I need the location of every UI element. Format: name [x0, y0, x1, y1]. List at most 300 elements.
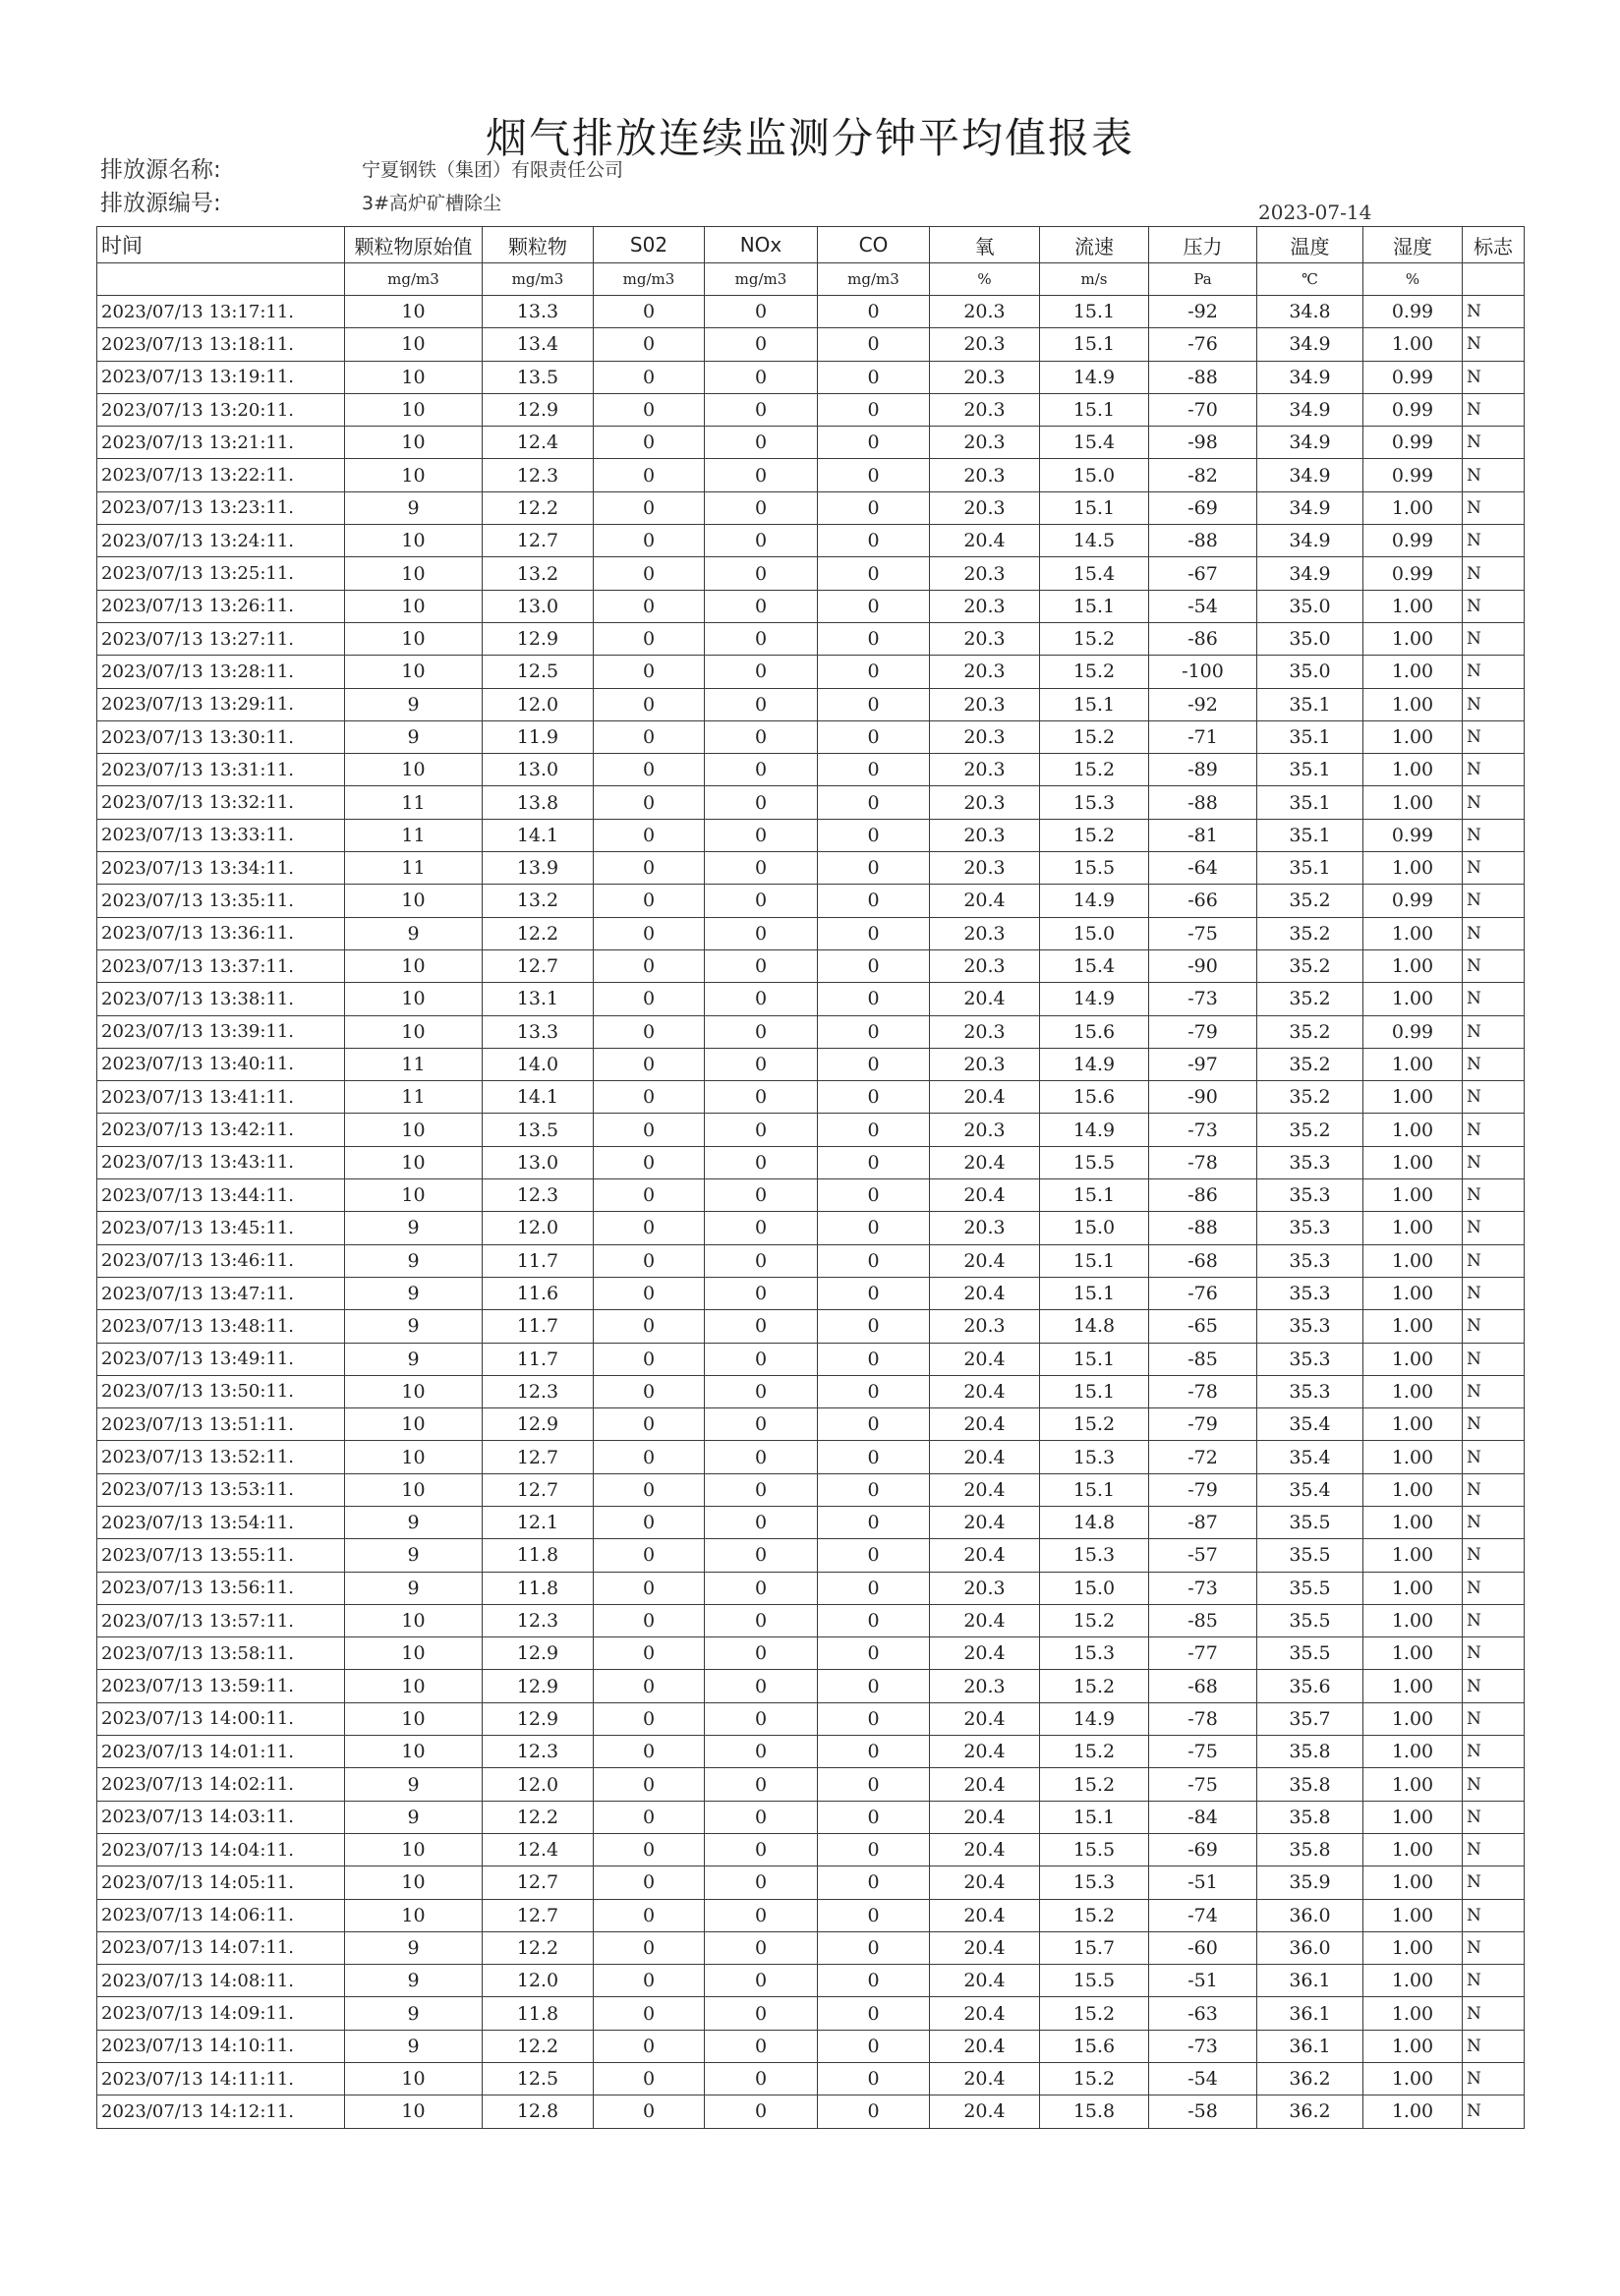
cell-temperature: 35.4 — [1257, 1408, 1363, 1441]
cell-nox: 0 — [705, 1604, 818, 1636]
cell-oxygen: 20.3 — [930, 1310, 1040, 1343]
header-co: CO — [818, 227, 930, 263]
cell-so2: 0 — [594, 1375, 705, 1407]
table-row — [97, 1604, 1525, 1636]
cell-temperature: 35.2 — [1257, 917, 1363, 949]
cell-pressure: -75 — [1149, 1736, 1257, 1768]
cell-co: 0 — [818, 296, 930, 328]
cell-time: 2023/07/13 13:49:11. — [97, 1343, 345, 1375]
cell-flow: 15.2 — [1040, 2063, 1149, 2095]
table-row — [97, 296, 1525, 328]
cell-time: 2023/07/13 14:09:11. — [97, 1997, 345, 2030]
header-humidity: 湿度 — [1363, 227, 1463, 263]
cell-pressure: -97 — [1149, 1048, 1257, 1080]
cell-co: 0 — [818, 1965, 930, 1997]
cell-nox: 0 — [705, 1310, 818, 1343]
cell-oxygen: 20.4 — [930, 1343, 1040, 1375]
cell-oxygen: 20.4 — [930, 2030, 1040, 2062]
cell-so2: 0 — [594, 1212, 705, 1244]
cell-co: 0 — [818, 949, 930, 982]
cell-flag: N — [1463, 328, 1525, 361]
cell-humidity: 1.00 — [1363, 1899, 1463, 1931]
cell-raw-particulate: 10 — [345, 328, 483, 361]
cell-particulate: 11.7 — [483, 1244, 594, 1277]
cell-oxygen: 20.3 — [930, 427, 1040, 459]
cell-humidity: 0.99 — [1363, 557, 1463, 590]
cell-raw-particulate: 9 — [345, 2030, 483, 2062]
cell-pressure: -77 — [1149, 1637, 1257, 1670]
cell-co: 0 — [818, 1375, 930, 1407]
table-row — [97, 1702, 1525, 1735]
cell-co: 0 — [818, 1637, 930, 1670]
cell-temperature: 35.8 — [1257, 1833, 1363, 1866]
cell-so2: 0 — [594, 1310, 705, 1343]
cell-raw-particulate: 10 — [345, 1604, 483, 1636]
table-row — [97, 2063, 1525, 2095]
cell-flag: N — [1463, 1866, 1525, 1899]
cell-nox: 0 — [705, 983, 818, 1015]
cell-flow: 15.2 — [1040, 1899, 1149, 1931]
cell-humidity: 1.00 — [1363, 1441, 1463, 1473]
cell-temperature: 35.2 — [1257, 983, 1363, 1015]
cell-temperature: 35.2 — [1257, 1114, 1363, 1146]
table-row — [97, 590, 1525, 622]
cell-nox: 0 — [705, 1670, 818, 1702]
cell-humidity: 1.00 — [1363, 949, 1463, 982]
cell-humidity: 1.00 — [1363, 852, 1463, 885]
cell-co: 0 — [818, 1408, 930, 1441]
cell-flow: 15.6 — [1040, 1081, 1149, 1114]
cell-pressure: -54 — [1149, 2063, 1257, 2095]
cell-particulate: 13.0 — [483, 590, 594, 622]
cell-flow: 14.9 — [1040, 361, 1149, 393]
cell-temperature: 35.8 — [1257, 1768, 1363, 1801]
cell-time: 2023/07/13 13:31:11. — [97, 754, 345, 786]
cell-so2: 0 — [594, 1408, 705, 1441]
cell-flag: N — [1463, 1539, 1525, 1572]
cell-nox: 0 — [705, 1768, 818, 1801]
unit-time — [97, 263, 345, 296]
cell-temperature: 35.3 — [1257, 1212, 1363, 1244]
cell-nox: 0 — [705, 885, 818, 917]
cell-oxygen: 20.4 — [930, 1539, 1040, 1572]
cell-time: 2023/07/13 13:55:11. — [97, 1539, 345, 1572]
cell-time: 2023/07/13 13:18:11. — [97, 328, 345, 361]
cell-raw-particulate: 9 — [345, 1539, 483, 1572]
cell-oxygen: 20.4 — [930, 1277, 1040, 1309]
cell-particulate: 12.7 — [483, 1473, 594, 1506]
cell-co: 0 — [818, 1702, 930, 1735]
cell-oxygen: 20.4 — [930, 1441, 1040, 1473]
table-row — [97, 1833, 1525, 1866]
cell-flag: N — [1463, 1375, 1525, 1407]
table-row — [97, 1670, 1525, 1702]
unit-particulate: mg/m3 — [483, 263, 594, 296]
cell-raw-particulate: 9 — [345, 917, 483, 949]
cell-raw-particulate: 10 — [345, 427, 483, 459]
cell-nox: 0 — [705, 1965, 818, 1997]
cell-flag: N — [1463, 786, 1525, 819]
cell-time: 2023/07/13 13:27:11. — [97, 622, 345, 655]
cell-nox: 0 — [705, 688, 818, 720]
cell-so2: 0 — [594, 1015, 705, 1048]
cell-so2: 0 — [594, 819, 705, 851]
cell-so2: 0 — [594, 1277, 705, 1309]
cell-co: 0 — [818, 1114, 930, 1146]
cell-flow: 15.3 — [1040, 1866, 1149, 1899]
cell-humidity: 1.00 — [1363, 1146, 1463, 1178]
cell-particulate: 12.9 — [483, 622, 594, 655]
cell-flag: N — [1463, 885, 1525, 917]
cell-oxygen: 20.3 — [930, 590, 1040, 622]
cell-time: 2023/07/13 13:17:11. — [97, 296, 345, 328]
cell-time: 2023/07/13 13:19:11. — [97, 361, 345, 393]
cell-so2: 0 — [594, 328, 705, 361]
cell-pressure: -60 — [1149, 1931, 1257, 1964]
cell-nox: 0 — [705, 296, 818, 328]
cell-temperature: 34.8 — [1257, 296, 1363, 328]
unit-raw-particulate: mg/m3 — [345, 263, 483, 296]
table-row — [97, 1899, 1525, 1931]
cell-flow: 15.3 — [1040, 786, 1149, 819]
cell-particulate: 11.8 — [483, 1572, 594, 1604]
cell-flow: 15.5 — [1040, 1146, 1149, 1178]
cell-humidity: 1.00 — [1363, 786, 1463, 819]
cell-nox: 0 — [705, 590, 818, 622]
cell-flow: 15.2 — [1040, 656, 1149, 688]
cell-oxygen: 20.3 — [930, 557, 1040, 590]
cell-co: 0 — [818, 1277, 930, 1309]
table-row — [97, 2095, 1525, 2128]
cell-particulate: 13.8 — [483, 786, 594, 819]
cell-humidity: 0.99 — [1363, 885, 1463, 917]
cell-temperature: 35.5 — [1257, 1637, 1363, 1670]
cell-flag: N — [1463, 1408, 1525, 1441]
header-time: 时间 — [97, 227, 345, 263]
unit-flag — [1463, 263, 1525, 296]
cell-particulate: 12.3 — [483, 459, 594, 491]
cell-pressure: -82 — [1149, 459, 1257, 491]
cell-humidity: 1.00 — [1363, 1736, 1463, 1768]
cell-raw-particulate: 10 — [345, 1702, 483, 1735]
cell-pressure: -57 — [1149, 1539, 1257, 1572]
cell-humidity: 1.00 — [1363, 491, 1463, 524]
cell-pressure: -78 — [1149, 1702, 1257, 1735]
cell-particulate: 13.5 — [483, 1114, 594, 1146]
cell-particulate: 13.4 — [483, 328, 594, 361]
cell-particulate: 13.2 — [483, 885, 594, 917]
cell-co: 0 — [818, 688, 930, 720]
cell-raw-particulate: 10 — [345, 2095, 483, 2128]
cell-co: 0 — [818, 2030, 930, 2062]
cell-time: 2023/07/13 13:47:11. — [97, 1277, 345, 1309]
cell-so2: 0 — [594, 720, 705, 753]
cell-raw-particulate: 9 — [345, 1244, 483, 1277]
cell-humidity: 0.99 — [1363, 819, 1463, 851]
cell-nox: 0 — [705, 361, 818, 393]
cell-co: 0 — [818, 720, 930, 753]
cell-time: 2023/07/13 13:29:11. — [97, 688, 345, 720]
cell-particulate: 12.1 — [483, 1506, 594, 1538]
cell-so2: 0 — [594, 459, 705, 491]
cell-so2: 0 — [594, 1114, 705, 1146]
cell-raw-particulate: 10 — [345, 459, 483, 491]
cell-pressure: -75 — [1149, 917, 1257, 949]
cell-flow: 14.9 — [1040, 1114, 1149, 1146]
cell-oxygen: 20.3 — [930, 917, 1040, 949]
cell-pressure: -73 — [1149, 1572, 1257, 1604]
cell-flow: 15.1 — [1040, 1343, 1149, 1375]
cell-oxygen: 20.4 — [930, 525, 1040, 557]
cell-raw-particulate: 9 — [345, 1277, 483, 1309]
cell-oxygen: 20.3 — [930, 361, 1040, 393]
cell-time: 2023/07/13 13:33:11. — [97, 819, 345, 851]
cell-nox: 0 — [705, 393, 818, 426]
cell-particulate: 12.4 — [483, 427, 594, 459]
cell-raw-particulate: 9 — [345, 1997, 483, 2030]
cell-pressure: -76 — [1149, 328, 1257, 361]
cell-flag: N — [1463, 754, 1525, 786]
table-row — [97, 786, 1525, 819]
cell-raw-particulate: 10 — [345, 361, 483, 393]
cell-flag: N — [1463, 1277, 1525, 1309]
cell-raw-particulate: 10 — [345, 622, 483, 655]
cell-co: 0 — [818, 459, 930, 491]
cell-particulate: 13.2 — [483, 557, 594, 590]
cell-nox: 0 — [705, 1997, 818, 2030]
cell-flag: N — [1463, 1931, 1525, 1964]
cell-oxygen: 20.4 — [930, 2095, 1040, 2128]
cell-co: 0 — [818, 1539, 930, 1572]
cell-flow: 15.3 — [1040, 1441, 1149, 1473]
cell-raw-particulate: 9 — [345, 1343, 483, 1375]
cell-flow: 15.1 — [1040, 1277, 1149, 1309]
cell-nox: 0 — [705, 1375, 818, 1407]
cell-time: 2023/07/13 13:51:11. — [97, 1408, 345, 1441]
cell-flag: N — [1463, 1736, 1525, 1768]
cell-time: 2023/07/13 13:43:11. — [97, 1146, 345, 1178]
table-row — [97, 525, 1525, 557]
cell-temperature: 35.0 — [1257, 590, 1363, 622]
cell-oxygen: 20.4 — [930, 1702, 1040, 1735]
cell-humidity: 1.00 — [1363, 1572, 1463, 1604]
cell-particulate: 13.3 — [483, 1015, 594, 1048]
cell-flag: N — [1463, 1702, 1525, 1735]
report-date: 2023-07-14 — [1258, 201, 1372, 224]
cell-oxygen: 20.3 — [930, 786, 1040, 819]
cell-so2: 0 — [594, 1539, 705, 1572]
table-row — [97, 557, 1525, 590]
cell-nox: 0 — [705, 852, 818, 885]
cell-raw-particulate: 9 — [345, 1931, 483, 1964]
cell-particulate: 13.3 — [483, 296, 594, 328]
cell-flag: N — [1463, 1572, 1525, 1604]
cell-particulate: 13.5 — [483, 361, 594, 393]
cell-pressure: -84 — [1149, 1801, 1257, 1833]
cell-co: 0 — [818, 819, 930, 851]
cell-particulate: 12.2 — [483, 1801, 594, 1833]
cell-pressure: -79 — [1149, 1473, 1257, 1506]
cell-nox: 0 — [705, 1048, 818, 1080]
cell-particulate: 12.7 — [483, 1441, 594, 1473]
cell-pressure: -66 — [1149, 885, 1257, 917]
table-row — [97, 361, 1525, 393]
cell-co: 0 — [818, 1801, 930, 1833]
table-row — [97, 1212, 1525, 1244]
cell-flag: N — [1463, 1670, 1525, 1702]
cell-oxygen: 20.4 — [930, 1768, 1040, 1801]
cell-oxygen: 20.3 — [930, 949, 1040, 982]
cell-flag: N — [1463, 1506, 1525, 1538]
table-row — [97, 1736, 1525, 1768]
cell-flow: 15.4 — [1040, 949, 1149, 982]
cell-pressure: -68 — [1149, 1244, 1257, 1277]
cell-flow: 15.2 — [1040, 1670, 1149, 1702]
cell-time: 2023/07/13 13:48:11. — [97, 1310, 345, 1343]
cell-flag: N — [1463, 1604, 1525, 1636]
cell-raw-particulate: 10 — [345, 590, 483, 622]
cell-humidity: 1.00 — [1363, 1506, 1463, 1538]
cell-co: 0 — [818, 917, 930, 949]
cell-raw-particulate: 11 — [345, 1081, 483, 1114]
cell-humidity: 1.00 — [1363, 1179, 1463, 1212]
cell-so2: 0 — [594, 786, 705, 819]
cell-time: 2023/07/13 13:39:11. — [97, 1015, 345, 1048]
cell-humidity: 1.00 — [1363, 1539, 1463, 1572]
cell-particulate: 11.8 — [483, 1997, 594, 2030]
cell-humidity: 1.00 — [1363, 1048, 1463, 1080]
cell-co: 0 — [818, 427, 930, 459]
cell-temperature: 34.9 — [1257, 459, 1363, 491]
cell-pressure: -51 — [1149, 1965, 1257, 1997]
cell-oxygen: 20.3 — [930, 1114, 1040, 1146]
cell-raw-particulate: 10 — [345, 1637, 483, 1670]
table-row — [97, 885, 1525, 917]
cell-raw-particulate: 10 — [345, 525, 483, 557]
cell-humidity: 1.00 — [1363, 1408, 1463, 1441]
cell-temperature: 35.3 — [1257, 1244, 1363, 1277]
cell-time: 2023/07/13 13:59:11. — [97, 1670, 345, 1702]
cell-nox: 0 — [705, 786, 818, 819]
cell-flag: N — [1463, 1899, 1525, 1931]
cell-time: 2023/07/13 13:35:11. — [97, 885, 345, 917]
cell-raw-particulate: 10 — [345, 1866, 483, 1899]
cell-particulate: 12.5 — [483, 656, 594, 688]
cell-time: 2023/07/13 13:22:11. — [97, 459, 345, 491]
cell-co: 0 — [818, 852, 930, 885]
cell-oxygen: 20.4 — [930, 1081, 1040, 1114]
cell-oxygen: 20.3 — [930, 328, 1040, 361]
cell-flow: 15.1 — [1040, 590, 1149, 622]
cell-oxygen: 20.4 — [930, 2063, 1040, 2095]
cell-oxygen: 20.3 — [930, 296, 1040, 328]
cell-flow: 15.8 — [1040, 2095, 1149, 2128]
table-row — [97, 1408, 1525, 1441]
cell-pressure: -88 — [1149, 361, 1257, 393]
header-particulate: 颗粒物 — [483, 227, 594, 263]
cell-humidity: 0.99 — [1363, 525, 1463, 557]
cell-flag: N — [1463, 852, 1525, 885]
cell-flow: 15.0 — [1040, 1572, 1149, 1604]
cell-particulate: 11.8 — [483, 1539, 594, 1572]
cell-oxygen: 20.4 — [930, 1146, 1040, 1178]
table-row — [97, 754, 1525, 786]
cell-so2: 0 — [594, 2030, 705, 2062]
cell-pressure: -86 — [1149, 1179, 1257, 1212]
cell-flag: N — [1463, 983, 1525, 1015]
cell-humidity: 1.00 — [1363, 622, 1463, 655]
cell-flag: N — [1463, 1114, 1525, 1146]
cell-flag: N — [1463, 1212, 1525, 1244]
cell-oxygen: 20.4 — [930, 1375, 1040, 1407]
cell-temperature: 35.4 — [1257, 1473, 1363, 1506]
cell-flow: 15.7 — [1040, 1931, 1149, 1964]
cell-nox: 0 — [705, 1081, 818, 1114]
table-row — [97, 1179, 1525, 1212]
cell-temperature: 35.5 — [1257, 1539, 1363, 1572]
cell-flag: N — [1463, 2063, 1525, 2095]
unit-row — [97, 263, 1525, 296]
cell-humidity: 1.00 — [1363, 1081, 1463, 1114]
cell-oxygen: 20.3 — [930, 1670, 1040, 1702]
cell-time: 2023/07/13 14:12:11. — [97, 2095, 345, 2128]
table-row — [97, 1768, 1525, 1801]
cell-oxygen: 20.4 — [930, 1965, 1040, 1997]
cell-temperature: 35.3 — [1257, 1310, 1363, 1343]
cell-temperature: 35.7 — [1257, 1702, 1363, 1735]
cell-oxygen: 20.3 — [930, 459, 1040, 491]
cell-particulate: 14.1 — [483, 819, 594, 851]
cell-nox: 0 — [705, 491, 818, 524]
cell-flag: N — [1463, 720, 1525, 753]
cell-oxygen: 20.4 — [930, 1833, 1040, 1866]
table-row — [97, 720, 1525, 753]
cell-nox: 0 — [705, 2063, 818, 2095]
table-row — [97, 1343, 1525, 1375]
cell-particulate: 11.7 — [483, 1310, 594, 1343]
cell-co: 0 — [818, 1736, 930, 1768]
cell-flag: N — [1463, 1146, 1525, 1178]
cell-so2: 0 — [594, 1441, 705, 1473]
table-row — [97, 1277, 1525, 1309]
cell-particulate: 13.0 — [483, 1146, 594, 1178]
cell-nox: 0 — [705, 1637, 818, 1670]
cell-pressure: -78 — [1149, 1375, 1257, 1407]
cell-particulate: 13.9 — [483, 852, 594, 885]
cell-flow: 15.2 — [1040, 754, 1149, 786]
cell-particulate: 12.2 — [483, 917, 594, 949]
cell-so2: 0 — [594, 557, 705, 590]
cell-pressure: -100 — [1149, 656, 1257, 688]
cell-oxygen: 20.3 — [930, 754, 1040, 786]
cell-flag: N — [1463, 393, 1525, 426]
cell-humidity: 1.00 — [1363, 688, 1463, 720]
cell-flow: 15.1 — [1040, 328, 1149, 361]
cell-oxygen: 20.4 — [930, 1997, 1040, 2030]
cell-flow: 14.5 — [1040, 525, 1149, 557]
cell-raw-particulate: 10 — [345, 1899, 483, 1931]
cell-pressure: -88 — [1149, 1212, 1257, 1244]
cell-humidity: 1.00 — [1363, 754, 1463, 786]
cell-flow: 15.1 — [1040, 393, 1149, 426]
cell-particulate: 11.9 — [483, 720, 594, 753]
cell-humidity: 1.00 — [1363, 1768, 1463, 1801]
cell-co: 0 — [818, 754, 930, 786]
cell-oxygen: 20.3 — [930, 393, 1040, 426]
cell-particulate: 12.7 — [483, 1866, 594, 1899]
table-row — [97, 2030, 1525, 2062]
cell-so2: 0 — [594, 1146, 705, 1178]
